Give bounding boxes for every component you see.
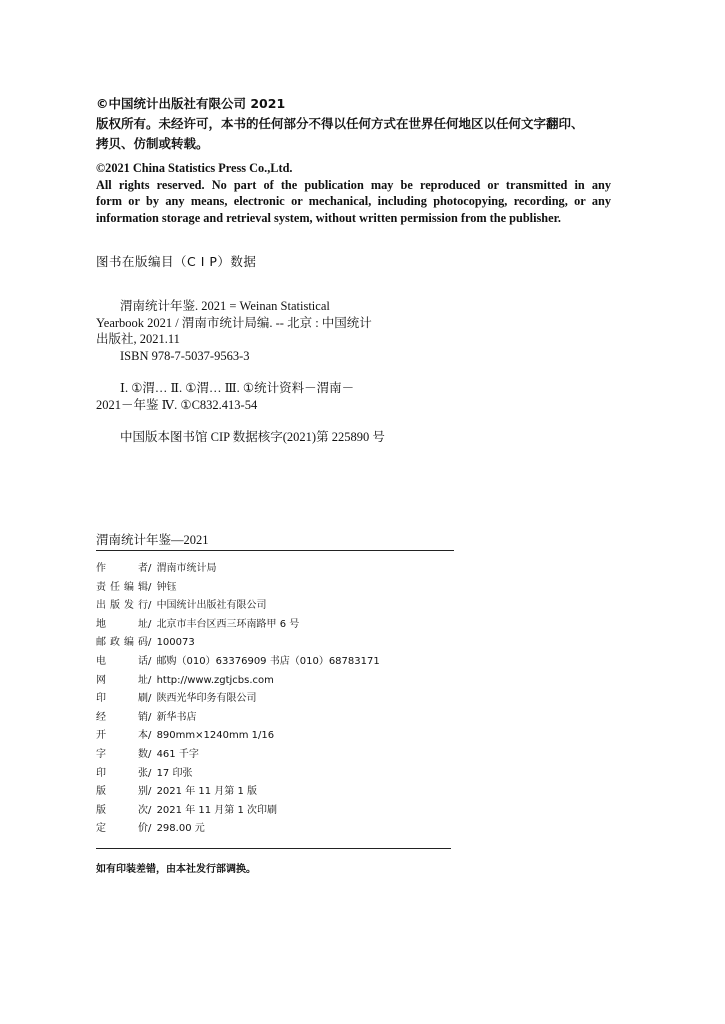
copyright-english bbox=[96, 160, 611, 226]
info-value: 17 印张 bbox=[156, 767, 193, 779]
copyright-cn-line2: 版权所有。未经许可，本书的任何部分不得以任何方式在世界任何地区以任何文字翻印、 bbox=[96, 116, 584, 131]
cip-line5: Ⅰ. ①渭… Ⅱ. ①渭… Ⅲ. ①统计资料－渭南－ bbox=[120, 381, 355, 395]
cip-line2: Yearbook 2021 / 渭南市统计局编. -- 北京 : 中国统计 bbox=[96, 315, 372, 330]
info-value: http://www.zgtjcbs.com bbox=[156, 674, 274, 686]
book-title: 渭南统计年鉴—2021 bbox=[96, 533, 209, 547]
info-row: 版次/ 2021 年 11 月第 1 次印刷 bbox=[96, 802, 380, 821]
info-label: 作者 bbox=[96, 563, 148, 574]
cip-line1: 渭南统计年鉴. 2021 = Weinan Statistical bbox=[120, 299, 330, 313]
info-row: 网址/ http://www.zgtjcbs.com bbox=[96, 672, 380, 691]
cip-record bbox=[96, 298, 396, 446]
info-label: 印张 bbox=[96, 767, 148, 779]
cip-number: 中国版本图书馆 CIP 数据核字(2021)第 225890 号 bbox=[120, 430, 385, 444]
cip-heading: 图书在版编目（C I P）数据 bbox=[96, 254, 257, 269]
info-label: 定价 bbox=[96, 823, 148, 835]
info-label: 开本 bbox=[96, 730, 148, 742]
info-row: 版别/ 2021 年 11 月第 1 版 bbox=[96, 783, 380, 802]
info-value: 461 千字 bbox=[156, 748, 199, 760]
copyright-en-line4: information storage and retrieval system, without written permission from the publisher. bbox=[96, 210, 561, 225]
info-label: 经销 bbox=[96, 711, 148, 723]
info-row: 责任编辑/ 钟钰 bbox=[96, 579, 380, 598]
copyright-cn-line3: 拷贝、仿制或转载。 bbox=[96, 136, 209, 151]
cip-line6: 2021－年鉴 Ⅳ. ①C832.413-54 bbox=[96, 397, 258, 412]
copyright-en-line1: ©2021 China Statistics Press Co.,Ltd. bbox=[96, 161, 293, 175]
cip-isbn: ISBN 978-7-5037-9563-3 bbox=[120, 348, 250, 363]
copyright-cn-line1: ©中国统计出版社有限公司 2021 bbox=[96, 96, 286, 111]
publication-info bbox=[96, 560, 380, 839]
info-row: 邮政编码/ 100073 bbox=[96, 634, 380, 653]
info-row: 经销/ 新华书店 bbox=[96, 709, 380, 728]
info-label: 版别 bbox=[96, 786, 148, 798]
info-row: 作者/ 渭南市统计局 bbox=[96, 560, 380, 579]
info-row: 电话/ 邮购（010）63376909 书店（010）68783171 bbox=[96, 653, 380, 672]
info-label: 地址 bbox=[96, 618, 148, 630]
info-value: 陕西光华印务有限公司 bbox=[156, 693, 257, 705]
info-label: 网址 bbox=[96, 674, 148, 686]
cip-line3: 出版社, 2021.11 bbox=[96, 332, 180, 346]
info-value: 890mm×1240mm 1/16 bbox=[156, 730, 275, 742]
info-value: 100073 bbox=[156, 637, 195, 649]
info-value: 邮购（010）63376909 书店（010）68783171 bbox=[156, 655, 380, 667]
copyright-en-line3: form or by any means, electronic or mechanical, including photocopying, recording, or any bbox=[96, 194, 611, 208]
info-row: 字数/ 461 千字 bbox=[96, 746, 380, 765]
copyright-chinese bbox=[96, 94, 616, 154]
divider-bottom bbox=[96, 848, 451, 849]
info-value: 298.00 元 bbox=[156, 823, 205, 835]
info-row: 印张/ 17 印张 bbox=[96, 765, 380, 784]
info-label: 出版发行 bbox=[96, 600, 148, 612]
divider-top bbox=[96, 550, 454, 551]
info-value: 2021 年 11 月第 1 版 bbox=[156, 786, 257, 798]
info-label: 邮政编码 bbox=[96, 637, 148, 649]
info-label: 字数 bbox=[96, 748, 148, 760]
info-row: 地址/ 北京市丰台区西三环南路甲 6 号 bbox=[96, 616, 380, 635]
info-label: 电话 bbox=[96, 655, 148, 667]
info-label: 责任编辑 bbox=[96, 581, 148, 593]
info-row: 开本/ 890mm×1240mm 1/16 bbox=[96, 727, 380, 746]
info-row: 出版发行/ 中国统计出版社有限公司 bbox=[96, 597, 380, 616]
copyright-en-line2: All rights reserved. No part of the publication may be reproduced or transmitted in any bbox=[96, 177, 611, 192]
footer-note: 如有印装差错，由本社发行部调换。 bbox=[96, 864, 256, 875]
info-value: 中国统计出版社有限公司 bbox=[156, 600, 267, 612]
info-label: 版次 bbox=[96, 804, 148, 816]
info-row: 定价/ 298.00 元 bbox=[96, 820, 380, 839]
info-row: 印刷/ 陕西光华印务有限公司 bbox=[96, 690, 380, 709]
info-value: 2021 年 11 月第 1 次印刷 bbox=[156, 804, 277, 816]
info-label: 印刷 bbox=[96, 693, 148, 705]
info-value: 渭南市统计局 bbox=[156, 563, 217, 574]
info-value: 北京市丰台区西三环南路甲 6 号 bbox=[156, 618, 300, 630]
info-value: 新华书店 bbox=[156, 711, 197, 723]
info-value: 钟钰 bbox=[156, 581, 177, 593]
